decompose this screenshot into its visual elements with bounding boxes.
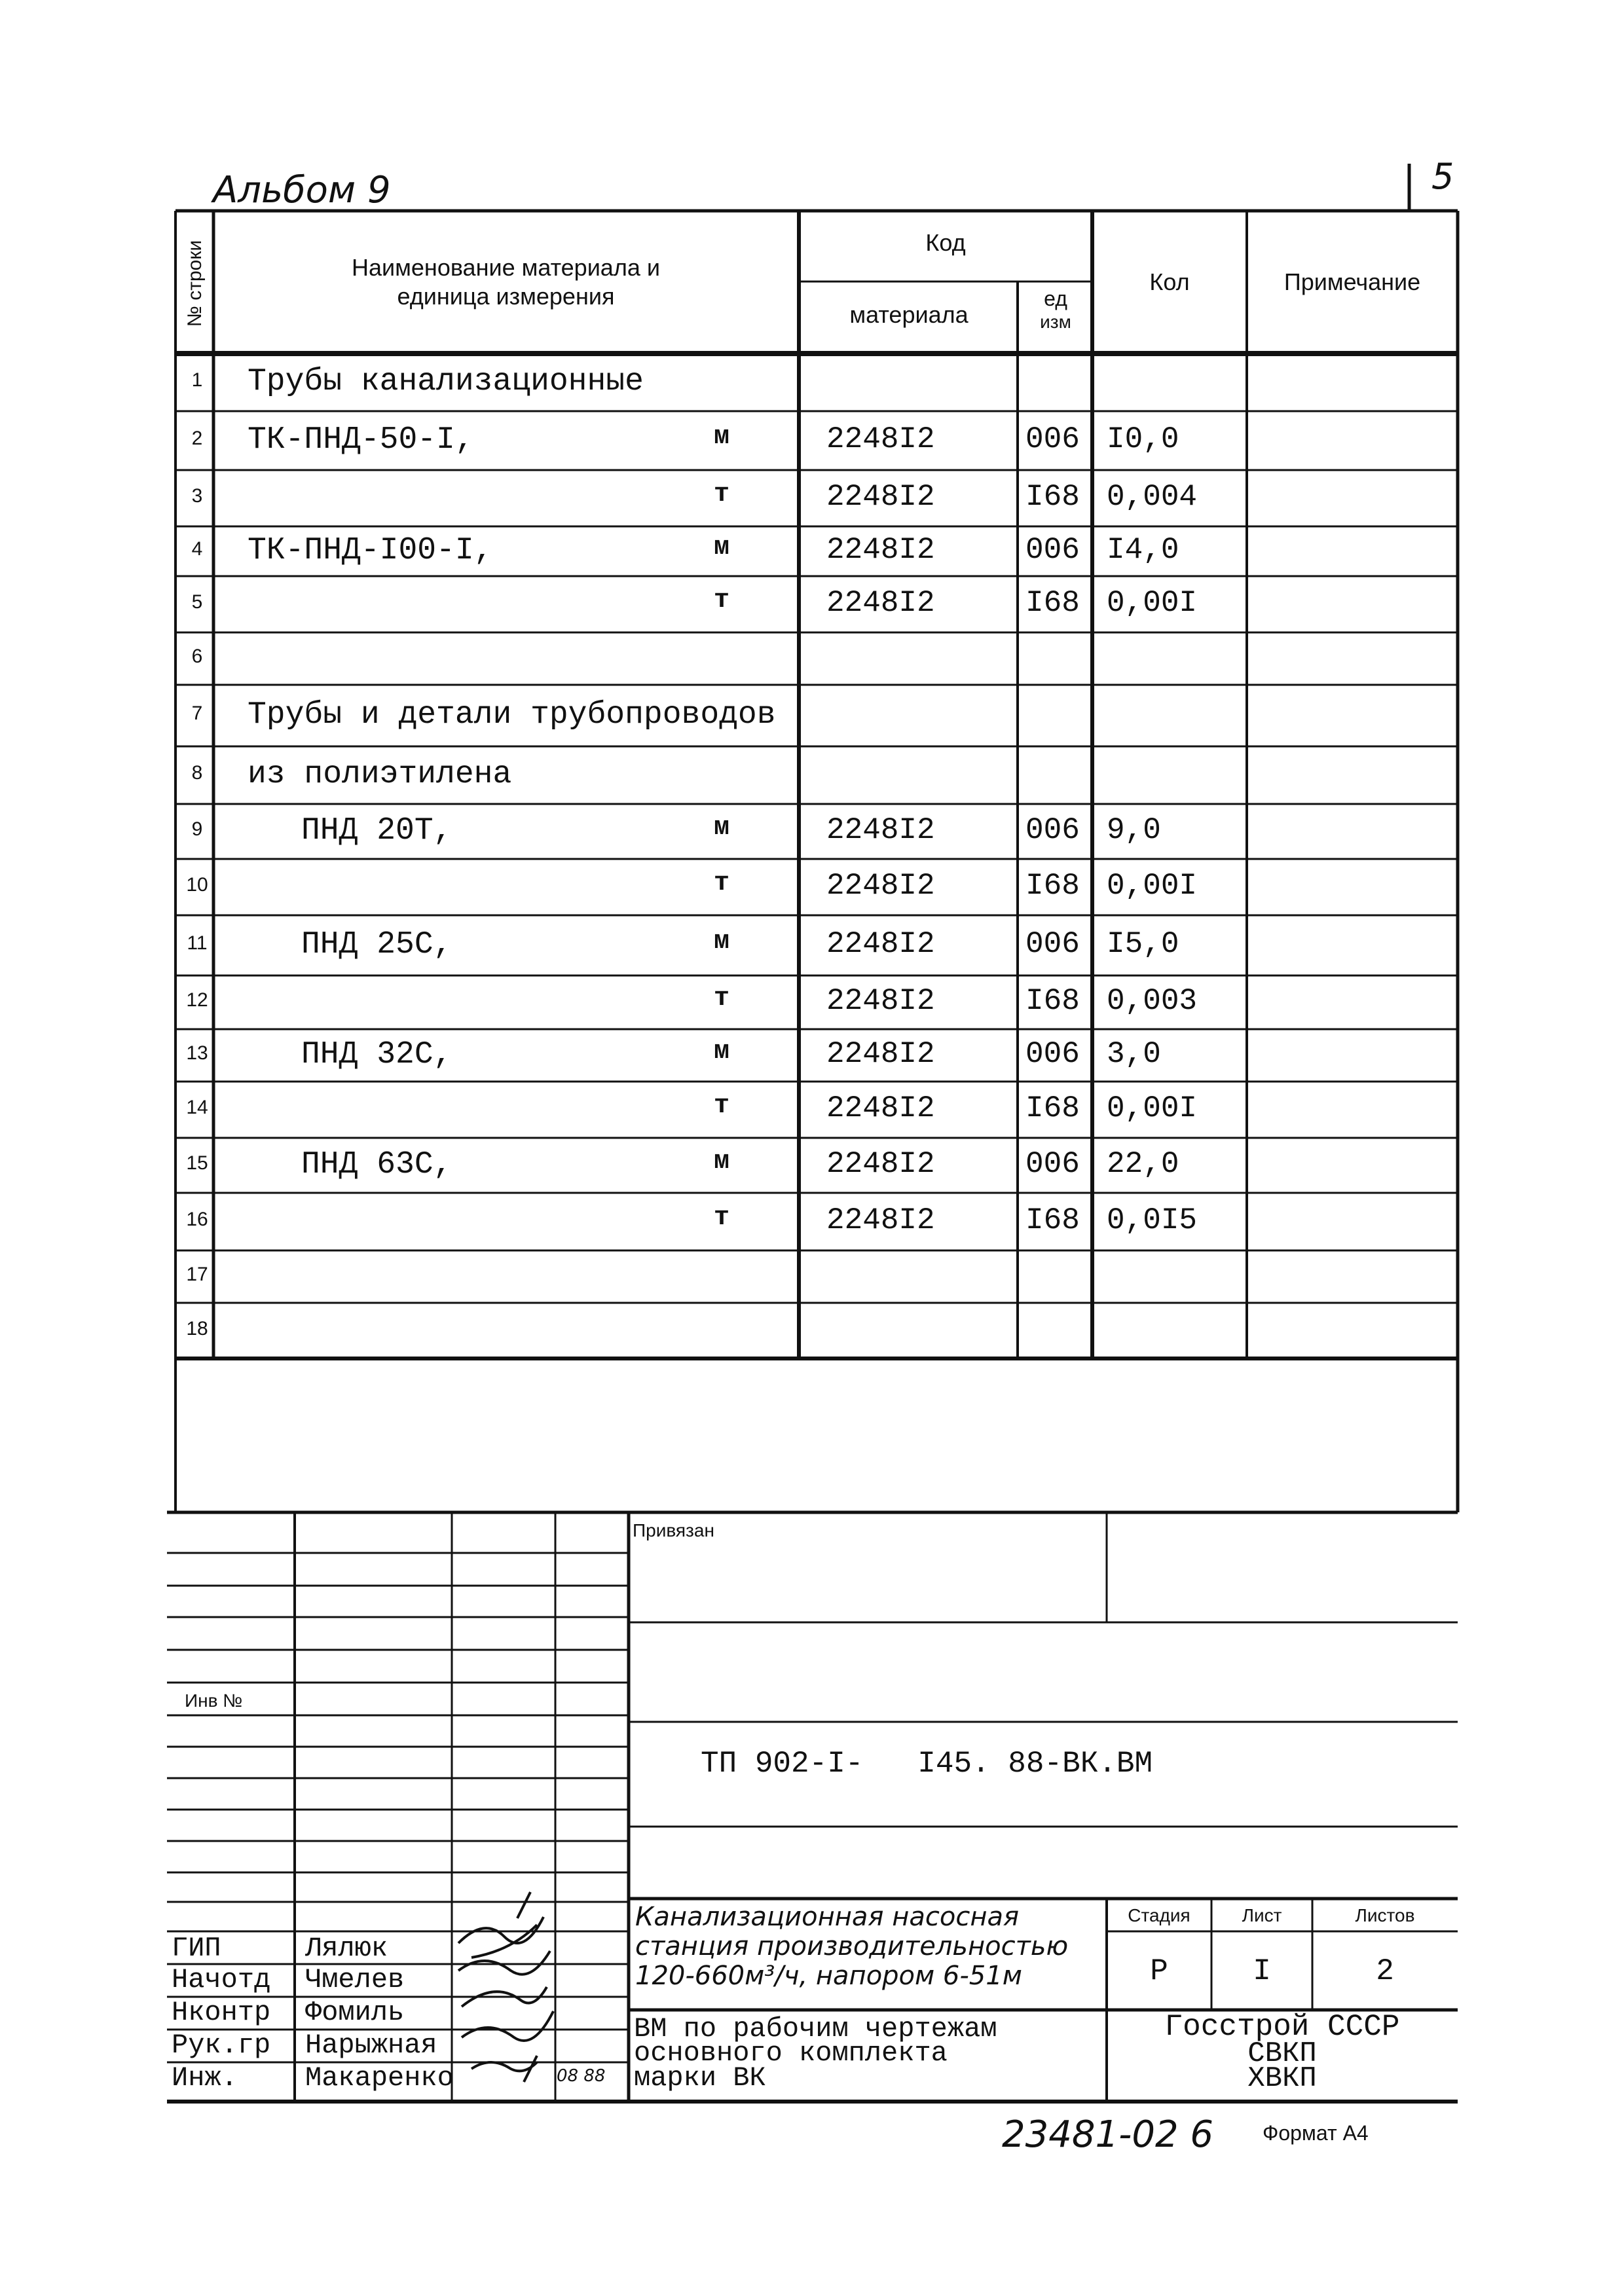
signature-rukgr (462, 2011, 553, 2041)
material-code: 2248I2 (826, 813, 935, 847)
header-unit-line1: ед (1044, 287, 1067, 310)
unit-code: I68 (1025, 1203, 1080, 1237)
unit-code: 006 (1025, 422, 1080, 456)
row-number: 7 (191, 702, 203, 724)
unit-code: 006 (1025, 927, 1080, 961)
quantity: I4,0 (1107, 533, 1179, 567)
header-row-no: № строки (184, 240, 206, 327)
unit-symbol: м (714, 533, 730, 562)
material-code: 2248I2 (826, 869, 935, 903)
signature-nachotd (458, 1951, 550, 1975)
org-line-1: Госстрой СССР (1164, 2010, 1400, 2044)
signer-name: Чмелев (305, 1964, 405, 1995)
row-number: 13 (186, 1042, 208, 1064)
material-name: ПНД 25С, (301, 927, 452, 962)
material-code: 2248I2 (826, 480, 935, 514)
unit-symbol: т (714, 480, 730, 509)
row-number: 11 (187, 932, 208, 954)
row-number: 6 (191, 646, 203, 667)
unit-symbol: м (714, 422, 730, 452)
signature-gip (458, 1892, 544, 1958)
material-code: 2248I2 (826, 927, 935, 961)
row-number: 3 (191, 485, 203, 507)
material-code: 2248I2 (826, 533, 935, 567)
quantity: 0,004 (1107, 480, 1198, 514)
material-name: Трубы канализационные (248, 364, 644, 399)
signature-nkontr (462, 1987, 547, 2007)
project-line-3: 120-660м³/ч, напором 6-51м (635, 1961, 1022, 1991)
row-number: 5 (191, 591, 203, 613)
signer-name: Фомиль (305, 1997, 405, 2028)
doc-desc-line-1: ВМ по рабочим чертежам (634, 2013, 997, 2045)
document-code: ТП 902-I- I45. 88-ВК.ВМ (701, 1747, 1153, 1781)
signer-role: Начотд (172, 1964, 271, 1995)
stage-value: Р (1150, 1954, 1168, 1988)
row-number: 18 (186, 1317, 208, 1339)
sheet-label: Лист (1242, 1905, 1282, 1925)
inv-no-label: Инв № (185, 1690, 243, 1711)
header-unit-line2: изм (1040, 312, 1071, 332)
material-code: 2248I2 (826, 422, 935, 456)
header-qty: Кол (1149, 268, 1190, 295)
quantity: 0,0I5 (1107, 1203, 1198, 1237)
material-code: 2248I2 (826, 586, 935, 620)
signer-name: Лялюк (305, 1933, 388, 1964)
material-code: 2248I2 (826, 1147, 935, 1181)
quantity: 0,00I (1107, 1091, 1198, 1125)
row-number: 12 (186, 989, 208, 1011)
unit-symbol: т (714, 984, 730, 1013)
unit-symbol: м (714, 1147, 730, 1176)
date-note: 08 88 (557, 2066, 606, 2086)
album-label: Альбом 9 (213, 169, 391, 211)
header-code-material: материала (849, 301, 969, 328)
stamp-number: 23481-02 6 (1002, 2113, 1214, 2156)
unit-code: I68 (1025, 869, 1080, 903)
row-number: 16 (186, 1209, 208, 1230)
unit-symbol: м (714, 1037, 730, 1066)
quantity: 0,00I (1107, 869, 1198, 903)
quantity: 22,0 (1107, 1147, 1179, 1181)
material-name: ПНД 32С, (301, 1037, 452, 1072)
material-code: 2248I2 (826, 1091, 935, 1125)
unit-code: 006 (1025, 1147, 1080, 1181)
page-number: 5 (1431, 156, 1454, 197)
unit-code: 006 (1025, 533, 1080, 567)
project-line-2: станция производительностью (635, 1931, 1069, 1961)
unit-code: 006 (1025, 813, 1080, 847)
row-number: 2 (191, 428, 203, 449)
row-number: 8 (191, 762, 203, 784)
material-code: 2248I2 (826, 1203, 935, 1237)
material-name: ПНД 63С, (301, 1147, 452, 1182)
quantity: 0,003 (1107, 984, 1198, 1018)
unit-symbol: т (714, 869, 730, 898)
material-code: 2248I2 (826, 1037, 935, 1071)
signature-inzh (471, 2056, 537, 2082)
doc-desc-line-3: марки ВК (634, 2062, 766, 2094)
material-name: ПНД 20Т, (301, 813, 452, 848)
row-number: 4 (191, 538, 203, 560)
unit-code: I68 (1025, 586, 1080, 620)
unit-code: I68 (1025, 1091, 1080, 1125)
header-name-line1: Наименование материала и (352, 254, 660, 281)
unit-symbol: м (714, 927, 730, 957)
format-label: Формат А4 (1263, 2121, 1369, 2145)
sheets-value: 2 (1376, 1954, 1394, 1988)
unit-symbol: м (714, 813, 730, 843)
sheet-value: I (1253, 1954, 1271, 1988)
doc-desc-line-2: основного комплекта (634, 2037, 948, 2069)
unit-symbol: т (714, 586, 730, 615)
material-name: Трубы и детали трубопроводов (248, 697, 776, 733)
row-number: 9 (191, 818, 203, 840)
unit-code: I68 (1025, 480, 1080, 514)
quantity: I5,0 (1107, 927, 1179, 961)
quantity: 3,0 (1107, 1037, 1161, 1071)
signer-role: ГИП (172, 1933, 221, 1964)
stage-label: Стадия (1128, 1905, 1190, 1925)
quantity: I0,0 (1107, 422, 1179, 456)
org-line-2: СВКП (1247, 2037, 1317, 2070)
header-code: Код (925, 229, 966, 256)
project-line-1: Канализационная насосная (635, 1902, 1020, 1932)
signer-name: Макаренко (305, 2062, 454, 2094)
material-name: ТК-ПНД-50-I, (248, 422, 474, 458)
sheets-label: Листов (1355, 1905, 1415, 1925)
unit-code: 006 (1025, 1037, 1080, 1071)
signer-name: Нарыжная (305, 2030, 437, 2061)
privyazan-label: Привязан (633, 1520, 714, 1540)
header-name-line2: единица измерения (397, 283, 615, 310)
material-name: из полиэтилена (248, 757, 512, 792)
unit-symbol: т (714, 1203, 730, 1233)
material-name: ТК-ПНД-I00-I, (248, 533, 493, 568)
signer-role: Инж. (172, 2062, 238, 2094)
quantity: 9,0 (1107, 813, 1161, 847)
row-number: 15 (186, 1152, 208, 1174)
row-number: 1 (191, 369, 203, 391)
signer-role: Нконтр (172, 1997, 271, 2028)
row-number: 17 (186, 1264, 208, 1285)
org-line-3: ХВКП (1247, 2062, 1317, 2095)
signer-role: Рук.гр (172, 2030, 271, 2061)
material-code: 2248I2 (826, 984, 935, 1018)
quantity: 0,00I (1107, 586, 1198, 620)
row-number: 10 (186, 874, 208, 896)
header-note: Примечание (1283, 268, 1421, 295)
row-number: 14 (186, 1097, 208, 1118)
unit-code: I68 (1025, 984, 1080, 1018)
unit-symbol: т (714, 1091, 730, 1121)
